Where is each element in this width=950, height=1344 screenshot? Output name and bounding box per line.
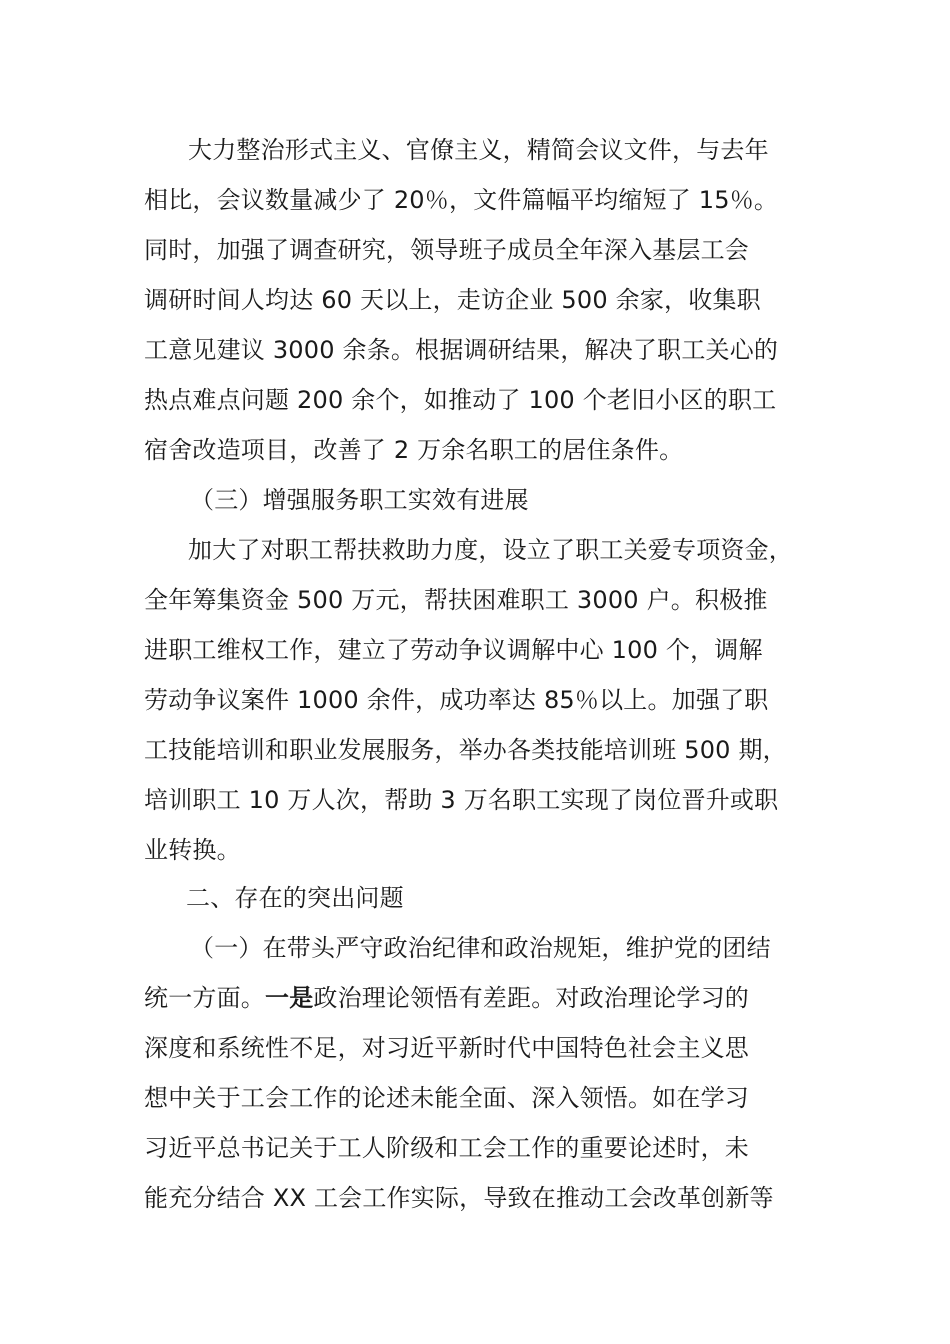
paragraph-line: 宿舍改造项目，改善了 2 万余名职工的居住条件。 <box>144 436 684 464</box>
paragraph-line: 工意见建议 3000 余条。根据调研结果，解决了职工关心的 <box>144 336 779 364</box>
paragraph-line: 劳动争议案件 1000 余件，成功率达 85％以上。加强了职 <box>144 686 769 714</box>
paragraph-line <box>144 980 749 1016</box>
paragraph-line: 大力整治形式主义、官僚主义，精简会议文件，与去年 <box>188 136 769 164</box>
paragraph-text: 统一方面。 <box>144 984 265 1012</box>
paragraph-line: 培训职工 10 万人次，帮助 3 万名职工实现了岗位晋升或职 <box>144 786 779 814</box>
subsection-heading: （一）在带头严守政治纪律和政治规矩，维护党的团结 <box>190 934 771 962</box>
section-heading: （三）增强服务职工实效有进展 <box>190 486 529 514</box>
paragraph-line: 同时，加强了调查研究，领导班子成员全年深入基层工会 <box>144 236 749 264</box>
paragraph-line: 进职工维权工作，建立了劳动争议调解中心 100 个，调解 <box>144 636 763 664</box>
section-heading: 二、存在的突出问题 <box>186 884 404 912</box>
paragraph-line: 加大了对职工帮扶救助力度，设立了职工关爱专项资金， <box>188 536 793 564</box>
paragraph-line: 热点难点问题 200 余个，如推动了 100 个老旧小区的职工 <box>144 386 777 414</box>
paragraph-line: 业转换。 <box>144 836 241 864</box>
paragraph-line: 工技能培训和职业发展服务，举办各类技能培训班 500 期， <box>144 736 787 764</box>
paragraph-line: 能充分结合 XX 工会工作实际，导致在推动工会改革创新等 <box>144 1184 774 1212</box>
paragraph-line: 全年筹集资金 500 万元，帮扶困难职工 3000 户。积极推 <box>144 586 768 614</box>
bold-label: 一是 <box>265 984 314 1012</box>
paragraph-text: 政治理论领悟有差距。对政治理论学习的 <box>313 984 750 1012</box>
paragraph-line: 深度和系统性不足，对习近平新时代中国特色社会主义思 <box>144 1034 749 1062</box>
paragraph-line: 习近平总书记关于工人阶级和工会工作的重要论述时，未 <box>144 1134 749 1162</box>
paragraph-line: 想中关于工会工作的论述未能全面、深入领悟。如在学习 <box>144 1084 749 1112</box>
paragraph-line: 调研时间人均达 60 天以上，走访企业 500 余家，收集职 <box>144 286 761 314</box>
paragraph-line: 相比，会议数量减少了 20％，文件篇幅平均缩短了 15％。 <box>144 186 779 214</box>
